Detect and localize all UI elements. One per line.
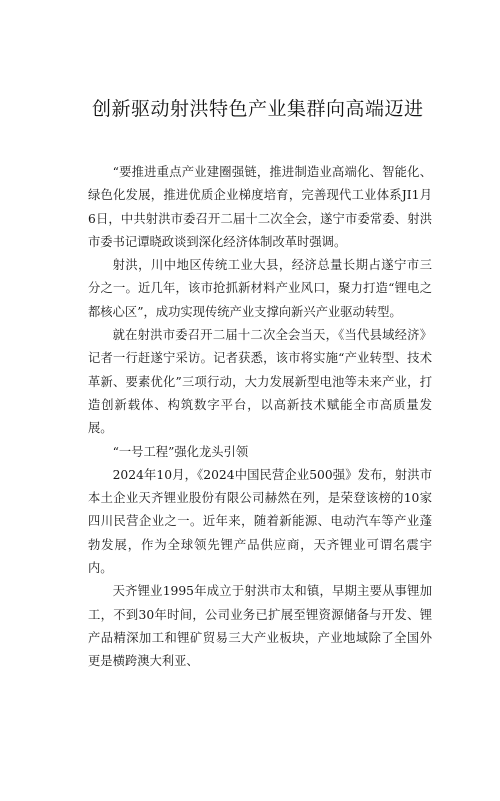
paragraph: “要推进重点产业建圈强链，推进制造业高端化、智能化、绿色化发展，推进优质企业梯度培育，完善现代工业体系JI1月6日，中共射洪市委召开二届十二次全会，遂宁市委常委、射洪市委书记谭晓政谈到深化经济体制改革时强调。 <box>88 165 432 249</box>
article-title: 创新驱动射洪特色产业集群向高端迈进 <box>92 98 424 120</box>
article-body <box>88 161 432 674</box>
paragraph: 天齐锂业1995年成立于射洪市太和镇，早期主要从事锂加工，不到30年时间，公司业务已扩展至锂资源储备与开发、锂产品精深加工和锂矿贸易三大产业板块，产业地域除了全国外更是横跨澳大利亚、 <box>88 584 432 669</box>
paragraph: 射洪，川中地区传统工业大县，经济总量长期占遂宁市三分之一。近几年，该市抢抓新材料产业风口，聚力打造“锂电之都核心区”，成功实现传统产业支撑向新兴产业驱动转型。 <box>88 258 432 319</box>
paragraph: 2024年10月，《2024中国民营企业500强》发布，射洪市本土企业天齐锂业股份有限公司赫然在列，是荣登该榜的10家四川民营企业之一。近年来，随着新能源、电动汽车等产业蓬勃发展，作为全球领先锂产品供应商，天齐锂业可谓名震宇内。 <box>88 467 432 576</box>
paragraph: 就在射洪市委召开二届十二次全会当天，《当代县域经济》记者一行赶遂宁采访。记者获悉，该市将实施“产业转型、技术革新、要素优化”三项行动，大力发展新型电池等未来产业，打造创新载体、构筑数字平台，以高新技术赋能全市高质量发展。 <box>88 328 432 436</box>
section-heading: “一号工程”强化龙头引领 <box>112 444 249 459</box>
document-page <box>0 94 500 801</box>
